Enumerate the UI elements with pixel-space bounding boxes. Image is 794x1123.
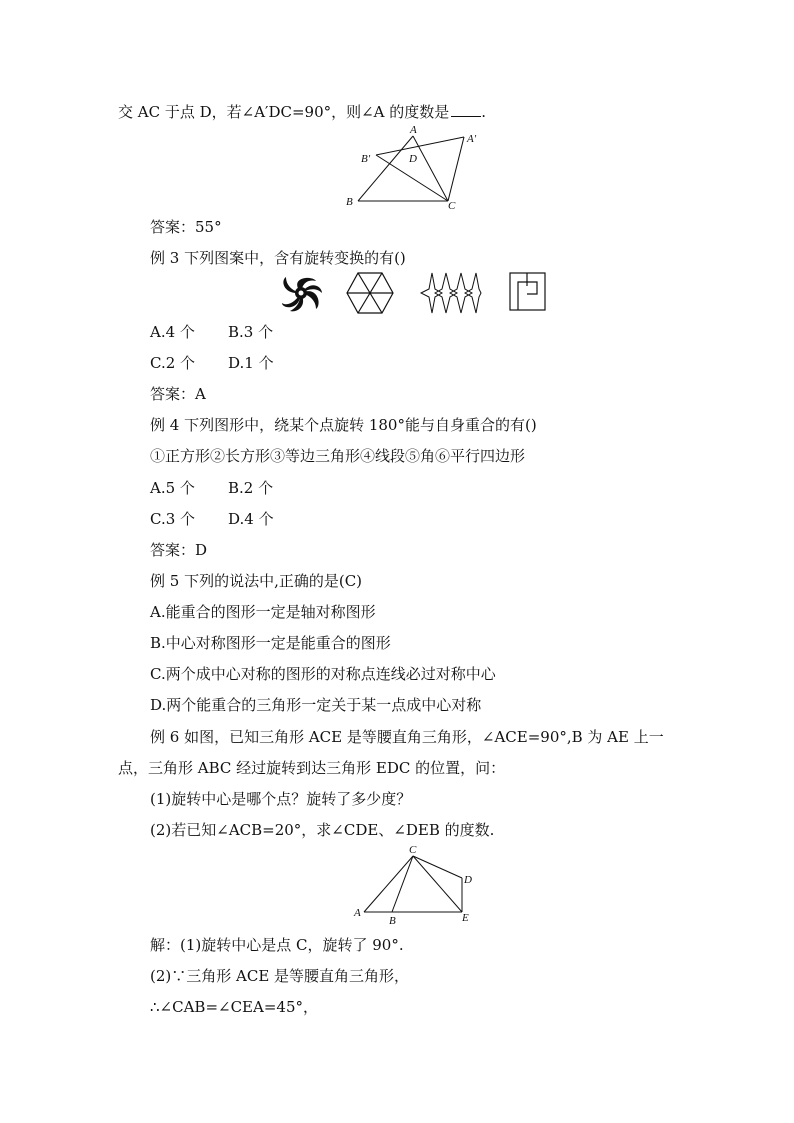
square-bracket-pattern-icon <box>509 272 547 312</box>
example-5-option-a: A.能重合的图形一定是轴对称图形 <box>150 603 376 621</box>
label-D: D <box>464 874 472 886</box>
segment-AC <box>413 136 448 201</box>
segment-AC <box>364 856 413 912</box>
example-5-question: 例 5 下列的说法中,正确的是(C) <box>150 572 363 590</box>
label-A: A <box>410 124 417 136</box>
label-E: E <box>462 912 469 924</box>
option-a: A.4 个 <box>150 323 195 341</box>
problem-text: 交 AC 于点 D，若∠A′DC=90°，则∠A 的度数是 <box>118 103 450 121</box>
label-B: B <box>346 196 353 208</box>
solution-line-2: (2)∵三角形 ACE 是等腰直角三角形， <box>150 967 410 985</box>
example-6-subquestion-1: (1)旋转中心是哪个点？旋转了多少度？ <box>150 790 412 808</box>
example-6-subquestion-2: (2)若已知∠ACB=20°，求∠CDE、∠DEB 的度数. <box>150 821 495 839</box>
answer-4: 答案：D <box>150 541 208 559</box>
segment-BA <box>358 136 413 201</box>
example-3-options-row2 <box>150 353 274 373</box>
segment-A2C <box>448 137 464 201</box>
option-a: A.5 个 <box>150 479 195 497</box>
answer-blank <box>451 102 481 117</box>
label-B: B <box>389 915 396 927</box>
label-C: C <box>448 200 456 212</box>
hexagon-pattern-icon <box>345 271 395 315</box>
star-row-pattern-icon <box>420 271 482 315</box>
option-c: C.2 个 <box>150 354 196 372</box>
example-5-option-c: C.两个成中心对称的图形的对称点连线必过对称中心 <box>150 665 496 683</box>
label-D: D <box>409 153 417 165</box>
option-d: D.1 个 <box>228 354 274 372</box>
example-4-options-row2 <box>150 509 274 529</box>
solution-line-1: 解：(1)旋转中心是点 C，旋转了 90°. <box>150 936 404 954</box>
problem-period: . <box>481 103 487 121</box>
segment-CD <box>413 856 462 878</box>
option-b: B.3 个 <box>228 323 274 341</box>
example-6-question-line2: 点，三角形 ABC 经过旋转到达三角形 EDC 的位置，问： <box>118 759 506 777</box>
example-4-items: ①正方形②长方形③等边三角形④线段⑤角⑥平行四边形 <box>150 447 526 465</box>
label-A: A <box>354 907 361 919</box>
example-4-options-row1 <box>150 478 273 498</box>
answer-3: 答案：A <box>150 385 206 403</box>
example-3-options-row1 <box>150 322 273 342</box>
solution-line-3: ∴∠CAB=∠CEA=45°， <box>150 998 318 1016</box>
answer-1: 答案：55° <box>150 218 222 236</box>
example-6-question-line1: 例 6 如图，已知三角形 ACE 是等腰直角三角形，∠ACE=90°,B 为 AE 上一 <box>150 728 664 746</box>
example-4-question: 例 4 下列图形中，绕某个点旋转 180°能与自身重合的有() <box>150 416 537 434</box>
rotation-figure-2 <box>350 843 480 927</box>
segment-B2A2 <box>376 137 464 155</box>
example-3-question: 例 3 下列图案中，含有旋转变换的有() <box>150 249 406 267</box>
label-A-prime: A′ <box>467 133 477 145</box>
rotation-figure-1 <box>340 122 500 214</box>
label-B-prime: B′ <box>361 153 371 165</box>
example-5-option-b: B.中心对称图形一定是能重合的图形 <box>150 634 391 652</box>
option-c: C.3 个 <box>150 510 196 528</box>
segment-CB <box>392 856 413 912</box>
segment-CE <box>413 856 462 912</box>
problem-continuation <box>118 102 486 122</box>
label-C: C <box>409 844 417 856</box>
option-b: B.2 个 <box>228 479 274 497</box>
example-5-option-d: D.两个能重合的三角形一定关于某一点成中心对称 <box>150 696 482 714</box>
option-d: D.4 个 <box>228 510 274 528</box>
swirl-pattern-icon <box>278 273 324 313</box>
